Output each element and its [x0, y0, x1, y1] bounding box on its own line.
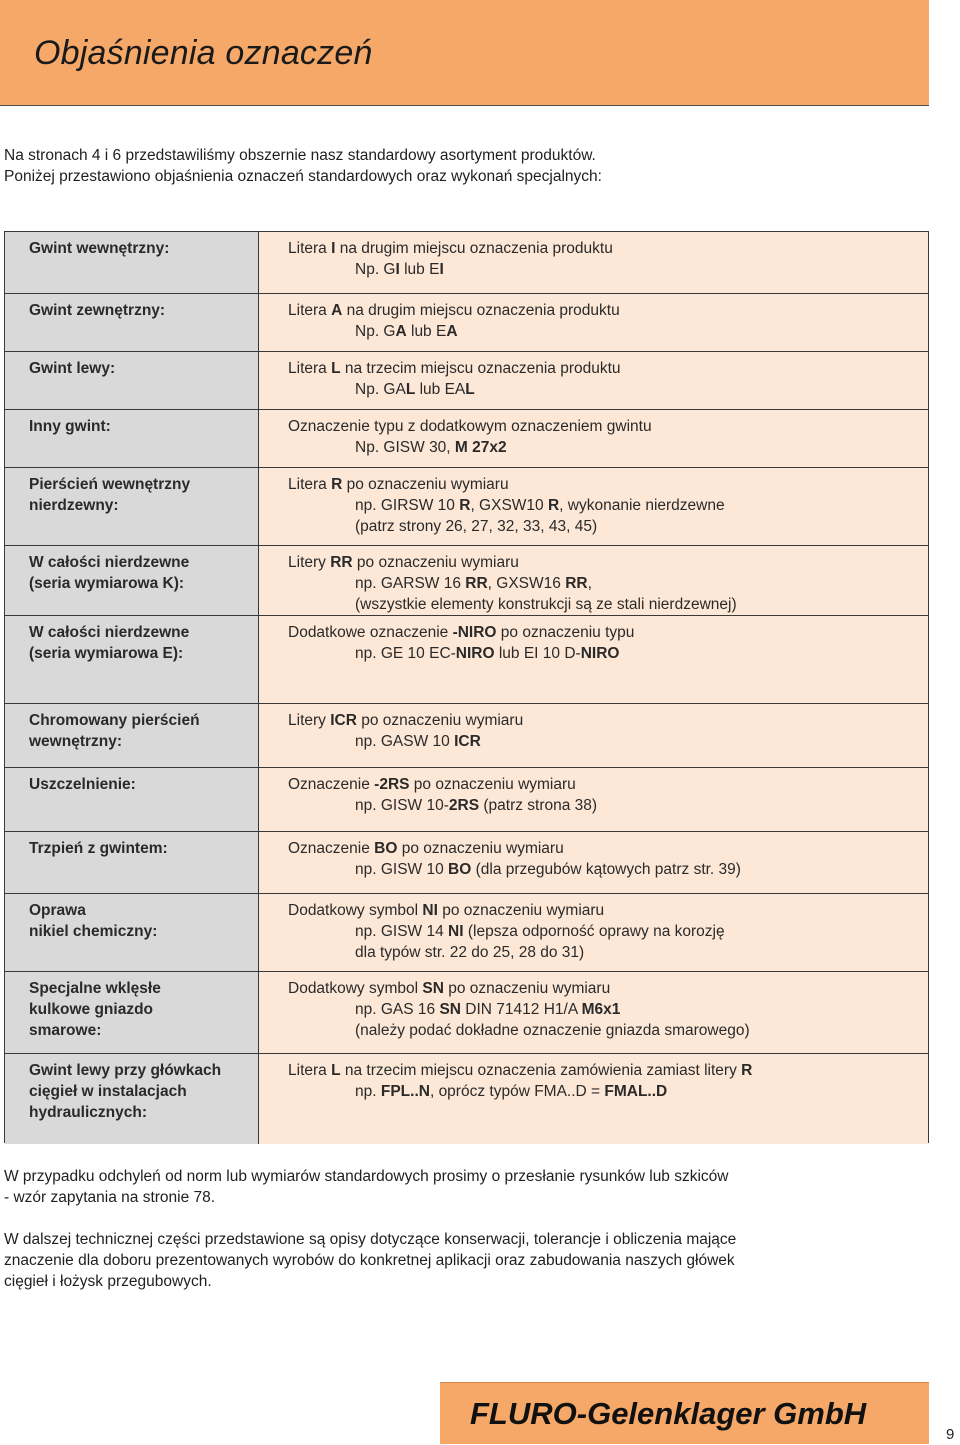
legend-example	[288, 573, 918, 594]
legend-description	[288, 838, 918, 859]
designation-code: NIRO	[580, 645, 620, 662]
designation-code: SN	[439, 1001, 461, 1018]
legend-example	[288, 731, 918, 752]
designation-legend-table	[4, 231, 929, 1143]
legend-example	[288, 1081, 918, 1102]
legend-text: Litera	[288, 1062, 332, 1079]
legend-text: na drugim miejscu oznaczenia produktu	[335, 240, 613, 257]
designation-code: I	[439, 261, 444, 278]
legend-text: (lepsza odporność oprawy na korozję	[463, 923, 725, 940]
legend-text: , GXSW16	[487, 575, 566, 592]
designation-code: ICR	[330, 712, 357, 729]
legend-text: po oznaczeniu wymiaru	[352, 554, 519, 571]
page-title: Objaśnienia oznaczeń	[34, 34, 373, 72]
legend-text: po oznaczeniu wymiaru	[397, 840, 564, 857]
designation-code: A	[331, 302, 343, 319]
legend-example	[288, 321, 918, 342]
legend-text: po oznaczeniu wymiaru	[342, 476, 509, 493]
legend-description-cell	[259, 768, 928, 832]
legend-text: po oznaczeniu typu	[496, 624, 635, 641]
designation-code: M6x1	[581, 1001, 621, 1018]
designation-code: R	[547, 497, 560, 514]
legend-description-cell	[259, 972, 928, 1054]
legend-text: Dodatkowe oznaczenie	[288, 624, 453, 641]
legend-text: np. GISW 14	[355, 923, 449, 940]
legend-label-cell	[5, 546, 259, 616]
legend-description-cell	[259, 832, 928, 894]
designation-code: RR	[465, 575, 488, 592]
legend-text: na drugim miejscu oznaczenia produktu	[342, 302, 620, 319]
legend-label: (seria wymiarowa K):	[29, 575, 185, 592]
designation-code: NI	[422, 902, 438, 919]
legend-text: DIN 71412 H1/A	[461, 1001, 582, 1018]
legend-label: cięgieł w instalacjach	[29, 1083, 187, 1100]
designation-code: R	[459, 497, 471, 514]
legend-description	[288, 300, 918, 321]
designation-code: L	[331, 360, 341, 377]
intro-line-2: Poniżej przestawiono objaśnienia oznaczeń standardowych oraz wykonań specjalnych:	[4, 168, 602, 185]
legend-text: , oprócz typów FMA..D =	[429, 1083, 605, 1100]
legend-example	[288, 999, 918, 1020]
legend-example	[288, 795, 918, 816]
legend-label: Gwint wewnętrzny:	[29, 240, 170, 257]
designation-code: A	[395, 323, 407, 340]
legend-example	[288, 495, 918, 516]
legend-text: (patrz strona 38)	[479, 797, 598, 814]
legend-text: Np. GISW 30,	[355, 439, 455, 456]
designation-code: FMAL..D	[604, 1083, 668, 1100]
legend-text: Litery	[288, 712, 331, 729]
legend-text: na trzecim miejscu oznaczenia zamówienia zamiast litery	[340, 1062, 742, 1079]
legend-label-cell	[5, 294, 259, 352]
legend-text: po oznaczeniu wymiaru	[356, 712, 524, 729]
legend-text: Np. GA	[355, 381, 406, 398]
legend-label-cell	[5, 410, 259, 468]
designation-code: L	[331, 1062, 341, 1079]
legend-text: Oznaczenie typu z dodatkowym oznaczeniem gwintu	[288, 418, 652, 435]
legend-label: Gwint zewnętrzny:	[29, 302, 166, 319]
designation-code: -NIRO	[452, 624, 497, 641]
designation-code: R	[741, 1062, 753, 1079]
legend-label: Chromowany pierścień	[29, 712, 200, 729]
legend-description-cell	[259, 894, 928, 972]
title-banner	[0, 0, 929, 106]
legend-text: Oznaczenie	[288, 840, 375, 857]
legend-description	[288, 416, 918, 437]
legend-label-cell	[5, 352, 259, 410]
legend-label-cell	[5, 616, 259, 704]
designation-code: RR	[330, 554, 353, 571]
legend-label-cell	[5, 832, 259, 894]
legend-text: np. GAS 16	[355, 1001, 440, 1018]
legend-description	[288, 238, 918, 259]
legend-text: Dodatkowy symbol	[288, 980, 423, 997]
legend-label: hydraulicznych:	[29, 1104, 147, 1121]
designation-code: 2RS	[448, 797, 480, 814]
legend-example	[288, 594, 918, 615]
legend-description-cell	[259, 704, 928, 768]
outro-line: W dalszej technicznej części przedstawione są opisy dotyczące konserwacji, tolerancje i obliczenia mające	[4, 1231, 737, 1248]
legend-text: Np. G	[355, 323, 396, 340]
designation-code: I	[331, 240, 336, 257]
legend-text: Dodatkowy symbol	[288, 902, 423, 919]
legend-text: dla typów str. 22 do 25, 28 do 31)	[355, 944, 585, 961]
page-number: 9	[946, 1426, 955, 1443]
designation-code: -2RS	[374, 776, 410, 793]
legend-description	[288, 900, 918, 921]
legend-description-cell	[259, 232, 928, 294]
designation-code: BO	[374, 840, 398, 857]
legend-text: po oznaczeniu wymiaru	[437, 902, 605, 919]
legend-text: Litera	[288, 476, 332, 493]
legend-description-cell	[259, 468, 928, 546]
legend-example	[288, 437, 918, 458]
legend-text: po oznaczeniu wymiaru	[443, 980, 611, 997]
legend-text: , wykonanie nierdzewne	[559, 497, 725, 514]
legend-label: nikiel chemiczny:	[29, 923, 158, 940]
legend-text: np. GASW 10	[355, 733, 455, 750]
legend-text: po oznaczeniu wymiaru	[409, 776, 576, 793]
legend-text: lub E	[406, 323, 447, 340]
legend-label-cell	[5, 972, 259, 1054]
designation-code: FPL..N	[380, 1083, 430, 1100]
legend-description-cell	[259, 410, 928, 468]
legend-example	[288, 516, 918, 537]
legend-text: np. GIRSW 10	[355, 497, 460, 514]
legend-description-cell	[259, 294, 928, 352]
legend-label: kulkowe gniazdo	[29, 1001, 154, 1018]
legend-text: Litera	[288, 240, 332, 257]
legend-description-cell	[259, 352, 928, 410]
legend-label: smarowe:	[29, 1022, 102, 1039]
legend-description-cell	[259, 1054, 928, 1144]
legend-text: Litera	[288, 302, 332, 319]
legend-description	[288, 978, 918, 999]
legend-text: , GXSW10	[470, 497, 548, 514]
legend-example	[288, 921, 918, 942]
legend-description	[288, 474, 918, 495]
legend-label-cell	[5, 894, 259, 972]
legend-label-cell	[5, 232, 259, 294]
legend-text: ,	[587, 575, 592, 592]
legend-text: lub EA	[415, 381, 466, 398]
legend-description	[288, 622, 918, 643]
legend-label: Trzpień z gwintem:	[29, 840, 168, 857]
designation-code: SN	[422, 980, 444, 997]
designation-code: A	[446, 323, 458, 340]
legend-description	[288, 774, 918, 795]
legend-description-cell	[259, 546, 928, 616]
legend-example	[288, 1020, 918, 1041]
designation-code: L	[405, 381, 416, 398]
legend-text: lub E	[399, 261, 440, 278]
legend-example	[288, 942, 918, 963]
legend-example	[288, 379, 918, 400]
legend-label: Uszczelnienie:	[29, 776, 136, 793]
legend-label: Pierścień wewnętrzny	[29, 476, 191, 493]
intro-text	[4, 145, 602, 187]
legend-description	[288, 358, 918, 379]
legend-text: Litera	[288, 360, 332, 377]
legend-text: np.	[355, 1083, 381, 1100]
legend-label: nierdzewny:	[29, 497, 119, 514]
legend-label: Gwint lewy:	[29, 360, 116, 377]
legend-text: (należy podać dokładne oznaczenie gniazda smarowego)	[355, 1022, 750, 1039]
legend-text: np. GISW 10	[355, 861, 449, 878]
legend-label: Inny gwint:	[29, 418, 111, 435]
company-logo-text: FLURO-Gelenklager GmbH	[470, 1396, 867, 1431]
designation-code: NI	[448, 923, 464, 940]
legend-example	[288, 259, 918, 280]
outro-line: W przypadku odchyleń od norm lub wymiarów standardowych prosimy o przesłanie rysunków lub szkiców	[4, 1168, 729, 1185]
outro-line: cięgieł i łożysk przegubowych.	[4, 1273, 212, 1290]
legend-text: (wszystkie elementy konstrukcji są ze stali nierdzewnej)	[355, 596, 737, 613]
outro-text	[4, 1166, 904, 1313]
legend-text: Litery	[288, 554, 331, 571]
outro-line: - wzór zapytania na stronie 78.	[4, 1189, 216, 1206]
legend-label: wewnętrzny:	[29, 733, 123, 750]
legend-label: Specjalne wklęsłe	[29, 980, 161, 997]
outro-paragraph-1	[4, 1166, 904, 1208]
legend-description	[288, 710, 918, 731]
legend-label: (seria wymiarowa E):	[29, 645, 184, 662]
legend-example	[288, 643, 918, 664]
designation-code: L	[465, 381, 475, 398]
legend-label: Oprawa	[29, 902, 86, 919]
designation-code: ICR	[454, 733, 481, 750]
legend-label: W całości nierdzewne	[29, 554, 190, 571]
legend-description	[288, 1060, 918, 1081]
designation-code: NIRO	[455, 645, 495, 662]
designation-code: BO	[448, 861, 472, 878]
company-logo	[440, 1382, 929, 1444]
legend-label: W całości nierdzewne	[29, 624, 190, 641]
outro-line: znaczenie dla doboru prezentowanych wyrobów do konkretnej aplikacji oraz zabudowania naszych główek	[4, 1252, 735, 1269]
legend-example	[288, 859, 918, 880]
legend-label-cell	[5, 704, 259, 768]
legend-text: na trzecim miejscu oznaczenia produktu	[340, 360, 621, 377]
outro-paragraph-2	[4, 1229, 904, 1292]
legend-label-cell	[5, 768, 259, 832]
legend-text: Oznaczenie	[288, 776, 375, 793]
legend-text: (patrz strony 26, 27, 32, 33, 43, 45)	[355, 518, 598, 535]
legend-text: np. GE 10 EC-	[355, 645, 456, 662]
intro-line-1: Na stronach 4 i 6 przedstawiliśmy obszernie nasz standardowy asortyment produktów.	[4, 147, 596, 164]
legend-description-cell	[259, 616, 928, 704]
legend-label: Gwint lewy przy główkach	[29, 1062, 222, 1079]
designation-code: I	[395, 261, 400, 278]
legend-text: np. GISW 10-	[355, 797, 449, 814]
designation-code: R	[331, 476, 343, 493]
legend-description	[288, 552, 918, 573]
legend-label-cell	[5, 1054, 259, 1144]
legend-text: (dla przegubów kątowych patrz str. 39)	[471, 861, 741, 878]
designation-code: M 27x2	[454, 439, 507, 456]
legend-text: np. GARSW 16	[355, 575, 466, 592]
legend-text: Np. G	[355, 261, 396, 278]
legend-label-cell	[5, 468, 259, 546]
legend-text: lub EI 10 D-	[494, 645, 581, 662]
designation-code: RR	[565, 575, 588, 592]
